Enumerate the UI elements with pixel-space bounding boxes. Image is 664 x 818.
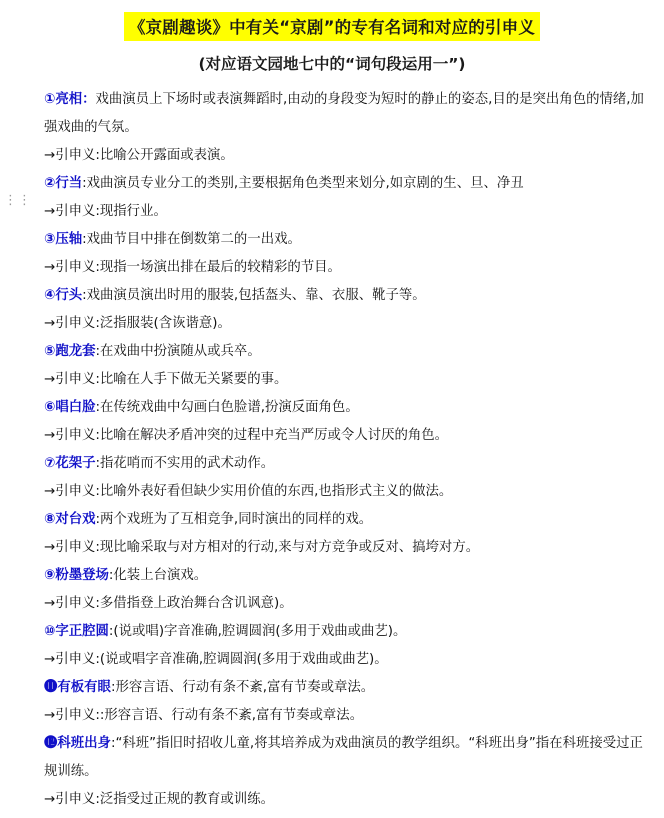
entry-definition — [44, 618, 650, 646]
entry-definition-text: :两个戏班为了互相竞争,同时演出的同样的戏。 — [95, 512, 373, 527]
entry-term: ⑤跑龙套 — [44, 344, 96, 359]
entry-definition — [44, 394, 650, 422]
entry-extended: →引申义:现指一场演出排在最后的较精彩的节目。 — [44, 260, 341, 275]
entry-definition-text: :形容言语、行动有条不紊,富有节奏或章法。 — [110, 680, 375, 695]
entry-definition-text: :化装上台演戏。 — [108, 568, 208, 583]
entry-definition-text: :戏曲演员演出时用的服装,包括盔头、靠、衣服、靴子等。 — [82, 288, 426, 303]
entry-extended: →引申义:比喻公开露面或表演。 — [44, 148, 234, 163]
entry-definition-text: :戏曲演员专业分工的类别,主要根据角色类型来划分,如京剧的生、旦、净丑 — [82, 176, 524, 191]
entry-definition-text: :在传统戏曲中勾画白色脸谱,扮演反面角色。 — [95, 400, 359, 415]
entry-term: ①亮相： — [44, 92, 96, 107]
entry-term: ②行当 — [44, 176, 83, 191]
entry-definition — [44, 730, 650, 786]
entry-definition — [44, 86, 650, 142]
entry-extended: →引申义:现指行业。 — [44, 204, 167, 219]
entry-definition-text: :(说或唱)字音准确,腔调圆润(多用于戏曲或曲艺)。 — [108, 624, 407, 639]
title-wrap — [0, 12, 664, 41]
entry-extended: →引申义:泛指受过正规的教育或训练。 — [44, 792, 274, 807]
entry-definition-text: 戏曲演员上下场时或表演舞蹈时,由动的身段变为短时的静止的姿态,目的是突出角色的情绪,加强戏曲的气氛。 — [44, 92, 644, 135]
entry-definition-text: :在戏曲中扮演随从或兵卒。 — [95, 344, 261, 359]
entry-term: ⑥唱白脸 — [44, 400, 96, 415]
entry-extended: →引申义:比喻外表好看但缺少实用价值的东西,也指形式主义的做法。 — [44, 484, 453, 499]
entry-extended: →引申义:(说或唱字音准确,腔调圆润(多用于戏曲或曲艺)。 — [44, 652, 388, 667]
entry-definition-text: :戏曲节目中排在倒数第二的一出戏。 — [82, 232, 301, 247]
drag-handle-icon[interactable]: ⋮⋮ — [4, 193, 32, 208]
page-title: 《京剧趣谈》中有关“京剧”的专有名词和对应的引申义 — [124, 12, 540, 41]
entry-extended: →引申义::形容言语、行动有条不紊,富有节奏或章法。 — [44, 708, 364, 723]
entry-extended: →引申义:比喻在解决矛盾冲突的过程中充当严厉或令人讨厌的角色。 — [44, 428, 449, 443]
page-subtitle: (对应语文园地七中的“词句段运用一”) — [198, 55, 466, 73]
entry-definition — [44, 282, 650, 310]
entry-definition-text: :指花哨而不实用的武术动作。 — [95, 456, 275, 471]
entry-extended: →引申义:多借指登上政治舞台含讥讽意)。 — [44, 596, 293, 611]
entry-term: ⓫有板有眼 — [44, 680, 111, 695]
entry-extended: →引申义:现比喻采取与对方相对的行动,来与对方竞争或反对、搞垮对方。 — [44, 540, 480, 555]
entry-definition-text: :“科班”指旧时招收儿童,将其培养成为戏曲演员的教学组织。“科班出身”指在科班接受过正规训练。 — [44, 736, 643, 779]
entry-term: ⓬科班出身 — [44, 736, 111, 751]
entry-term: ③压轴 — [44, 232, 83, 247]
entry-definition — [44, 170, 650, 198]
entry-term: ⑩字正腔圆 — [44, 624, 109, 639]
entry-definition — [44, 450, 650, 478]
entry-definition — [44, 226, 650, 254]
entry-extended: →引申义:泛指服装(含诙谐意)。 — [44, 316, 231, 331]
entry-definition — [44, 562, 650, 590]
entry-term: ⑨粉墨登场 — [44, 568, 109, 583]
entry-definition — [44, 506, 650, 534]
entry-extended: →引申义:比喻在人手下做无关紧要的事。 — [44, 372, 288, 387]
entry-definition — [44, 338, 650, 366]
entry-definition — [44, 674, 650, 702]
entry-term: ⑦花架子 — [44, 456, 96, 471]
entry-term: ④行头 — [44, 288, 83, 303]
entry-term: ⑧对台戏 — [44, 512, 96, 527]
entry-list — [44, 86, 650, 814]
